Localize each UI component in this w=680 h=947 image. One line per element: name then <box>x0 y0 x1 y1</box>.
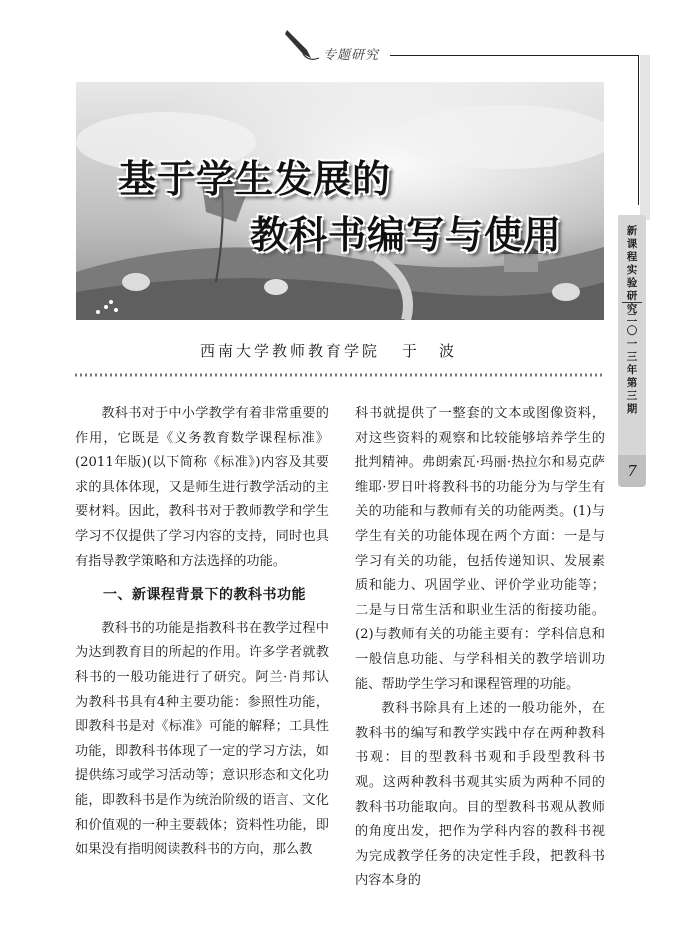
section-heading: 一、新课程背景下的教科书功能 <box>103 587 306 604</box>
page-number: 7 <box>618 455 646 487</box>
issue-date: 二 〇 一 三 年 第 三 期 <box>626 312 638 415</box>
article-title-line1: 基于学生发展的 <box>118 157 392 201</box>
paragraph: 科书就提供了一整套的文本或图像资料，对这些资料的观察和比较能够培养学生的批判精神。弗朗索瓦·玛丽·热拉尔和易克萨维耶·罗日叶将教科书的功能分为与学生有关的功能和与教师有关的功能两类。(1)与学生有关的功能体现在两个方面：一是与学习有关的功能，包括传递知识、发展素质和能力、巩固学业、评价学业功能等；二是与日常生活和职业生活的衔接功能。(2)与教师有关的功能主要有：学科信息和一般信息功能、与学科相关的教学培训功能、帮助学生学习和课程管理的功能。 <box>355 406 605 692</box>
ornamental-divider <box>75 371 603 379</box>
journal-name: 新 课 程 实 验 研 究 <box>626 225 638 315</box>
paragraph: 教科书的功能是指教科书在教学过程中为达到教育目的所起的作用。许多学者就教科书的一般功能进行了研究。阿兰·肖邦认为教科书具有4种主要功能：参照性功能，即教科书是对《标准》可能的解释；工具性功能，即教科书体现了一定的学习方法，如提供练习或学习活动等；意识形态和文化功能，即教科书是作为统治阶级的语言、文化和价值观的一种主要载体；资料性功能，即如果没有指明阅读教科书的方向，那么教 <box>75 620 329 858</box>
affiliation: 西南大学教师教育学院 <box>200 342 381 360</box>
right-column <box>355 402 605 894</box>
paragraph: 教科书除具有上述的一般功能外，在教科书的编写和教学实践中存在两种教科书观：目的型教科书观和手段型教科书观。这两种教科书观其实质为两种不同的教科书功能取向。目的型教科书观从教师的角度出发，把作为学科内容的教科书视为完成教学任务的决定性手段，把教科书内容本身的 <box>355 701 605 889</box>
section-label: 专题研究 <box>323 48 380 63</box>
author-name: 于波 <box>402 342 477 360</box>
pen-nib-icon <box>283 28 321 64</box>
sidebar-rule <box>622 302 642 303</box>
header-rule <box>390 55 638 56</box>
left-column <box>75 402 329 863</box>
article-title-line2: 教科书编写与使用 <box>250 213 563 257</box>
paragraph: 教科书对于中小学教学有着非常重要的作用，它既是《义务教育数学课程标准》(2011年版)(以下简称《标准》)内容及其要求的具体体现，又是师生进行教学活动的主要材料。因此，教科书对于教师教学和学生学习不仅提供了学习内容的支持，同时也具有指导教学策略和方法选择的功能。 <box>75 406 329 569</box>
header-rule-vertical <box>638 55 639 205</box>
byline <box>200 340 476 361</box>
margin-bar <box>640 55 650 220</box>
